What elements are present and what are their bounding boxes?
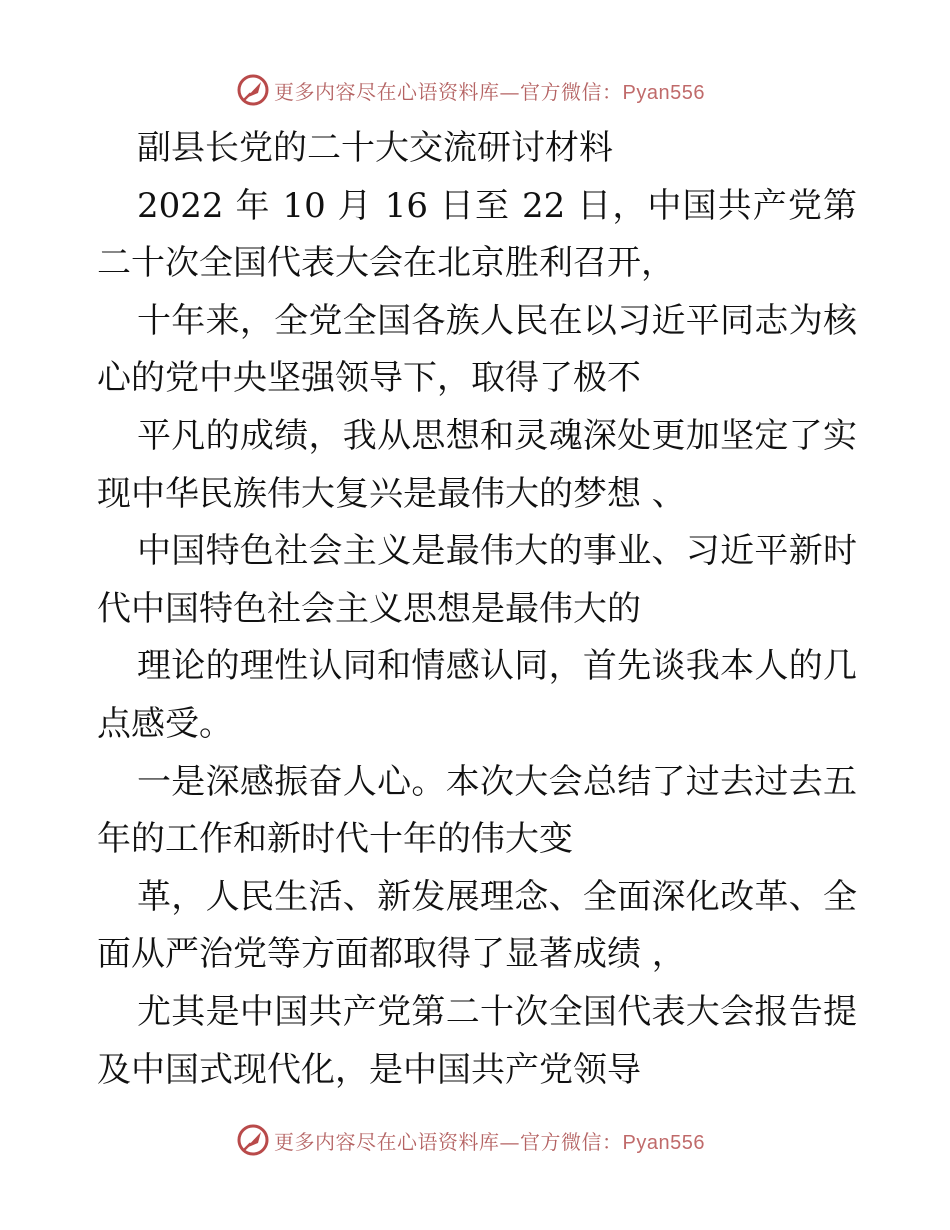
- text-line: 革，人民生活、新发展理念、全面深化改革、全: [137, 876, 857, 917]
- document-body: [97, 120, 857, 1099]
- text-line: 十年来，全党全国各族人民在以习近平同志为核: [137, 300, 857, 341]
- text-line: 理论的理性认同和情感认同，首先谈我本人的几: [137, 646, 857, 687]
- header-watermark: [236, 72, 705, 108]
- text-line: 及中国式现代化，是中国共产党领导: [97, 1049, 641, 1090]
- watermark-wechat-id: Pyan556: [622, 1131, 705, 1154]
- quill-logo-icon: [236, 73, 270, 107]
- text-line: 尤其是中国共产党第二十次全国代表大会报告提: [137, 991, 857, 1032]
- watermark-text: 更多内容尽在心语资料库—官方微信：Pyan556: [274, 1129, 705, 1154]
- watermark-text: 更多内容尽在心语资料库—官方微信：Pyan556: [274, 79, 705, 104]
- text-line: 年的工作和新时代十年的伟大变: [97, 819, 573, 860]
- text-line: 一是深感振奋人心。本次大会总结了过去过去五: [137, 761, 857, 802]
- document-title: 副县长党的二十大交流研讨材料: [137, 128, 613, 168]
- text-line: 面从严治党等方面都取得了显著成绩 ，: [97, 934, 686, 975]
- text-line: 现中华民族伟大复兴是最伟大的梦想 、: [97, 473, 686, 514]
- text-line: 心的党中央坚强领导下，取得了极不: [97, 358, 641, 399]
- quill-logo-icon: [236, 1123, 270, 1157]
- text-line: 中国特色社会主义是最伟大的事业、习近平新时: [137, 531, 857, 572]
- text-line: 代中国特色社会主义思想是最伟大的: [97, 588, 641, 629]
- watermark-wechat-id: Pyan556: [622, 81, 705, 104]
- footer-watermark: [236, 1122, 705, 1158]
- text-line: 平凡的成绩，我从思想和灵魂深处更加坚定了实: [137, 415, 857, 456]
- text-line: 2022 年 10 月 16 日至 22 日，中国共产党第: [137, 185, 857, 226]
- text-line: 点感受。: [97, 703, 233, 744]
- text-line: 二十次全国代表大会在北京胜利召开，: [97, 243, 675, 284]
